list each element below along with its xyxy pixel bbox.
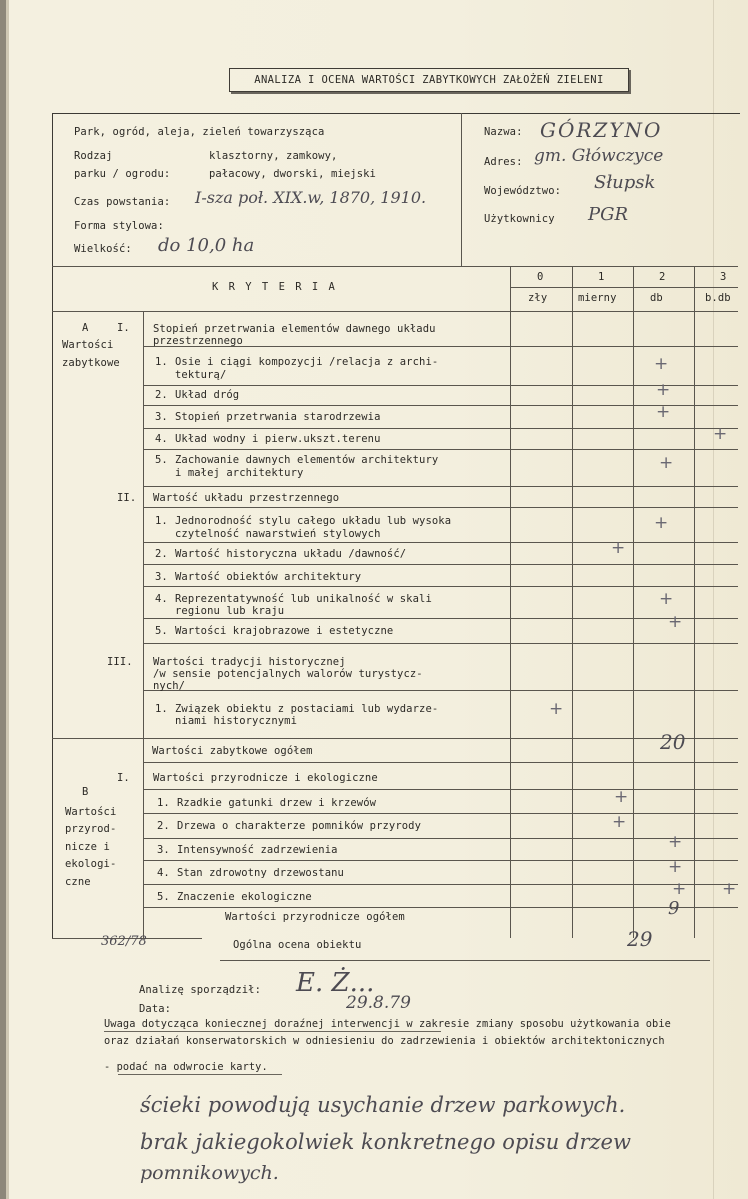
score-col-1-label: mierny (578, 292, 617, 304)
paper-edge-shadow (6, 0, 9, 1199)
rowI-4-mark: + (713, 424, 728, 444)
sectionB-label-5: czne (65, 876, 91, 888)
row-line (143, 618, 738, 619)
sectionB-roman: I. (117, 772, 130, 784)
rodzaj-values-1: klasztorny, zamkowy, (209, 150, 338, 162)
rowB-1-line1: Rzadkie gatunki drzew i krzewów (177, 797, 377, 809)
rowI-1-mark: + (654, 354, 669, 374)
rodzaj-values-2: pałacowy, dworski, miejski (209, 168, 376, 180)
rowB-5-line1: Znaczenie ekologiczne (177, 891, 312, 903)
rowI-1-num: 1. (155, 356, 168, 368)
uwaga-underline (104, 1031, 441, 1032)
row-line (143, 690, 738, 691)
type-line: Park, ogród, aleja, zieleń towarzysząca (74, 126, 325, 138)
score-header-mid (510, 287, 738, 288)
rowB-1-mark: + (614, 787, 629, 807)
groupII-heading: Wartość układu przestrzennego (153, 492, 340, 504)
czas-label: Czas powstania: (74, 196, 171, 208)
groupIII-line1: Wartości tradycji historycznej (153, 656, 346, 668)
sectionB-label-2: przyrod- (65, 823, 117, 835)
groupI-line1: Stopień przetrwania elementów dawnego układu (153, 323, 436, 335)
rowB-2-mark: + (612, 812, 627, 832)
paper-fold (713, 0, 714, 1199)
row-line (143, 762, 738, 763)
rowII-4-line1: Reprezentatywność lub unikalność w skali (175, 593, 432, 605)
groupIII-roman: III. (107, 656, 133, 668)
score-col-0-label: zły (528, 292, 548, 304)
sectionB-label-3: nicze i (65, 841, 110, 853)
rowI-1-line1: Osie i ciągi kompozycji /relacja z archi- (175, 356, 439, 368)
parku-label: parku / ogrodu: (74, 168, 171, 180)
uwaga-line-2: oraz działań konserwatorskich w odniesieniu do zadrzewienia i obiektów architektonicznych (104, 1035, 665, 1047)
uwaga-line-1: Uwaga dotycząca koniecznej doraźnej interwencji w zakresie zmiany sposobu użytkowania obie (104, 1018, 671, 1030)
rowII-1-mark: + (654, 513, 669, 533)
score-col-0-num: 0 (537, 271, 544, 283)
rowB-4-num: 4. (157, 867, 170, 879)
rowII-3-num: 3. (155, 571, 168, 583)
rowIII-1-num: 1. (155, 703, 168, 715)
zabytkowe-total-label: Wartości zabytkowe ogółem (152, 745, 313, 757)
kryteria-heading: K R Y T E R I A (212, 281, 337, 293)
rowB-5-num: 5. (157, 891, 170, 903)
row-line (143, 907, 738, 908)
row-line (143, 385, 738, 386)
nazwa-value: GÓRZYNO (540, 118, 663, 142)
groupII-roman: II. (117, 492, 137, 504)
rowB-3-num: 3. (157, 844, 170, 856)
rowB-2-line1: Drzewa o charakterze pomników przyrody (177, 820, 422, 832)
uwaga3-underline (118, 1074, 282, 1075)
score-col-2-label: db (650, 292, 663, 304)
rowI-1-line2: tekturą/ (175, 369, 227, 381)
wielkosc-label: Wielkość: (74, 243, 132, 255)
row-line (143, 813, 738, 814)
overall-label: Ogólna ocena obiektu (233, 939, 362, 951)
rowB-1-num: 1. (157, 797, 170, 809)
sectionA-label-2: zabytkowe (62, 357, 120, 369)
score-col-3-label: b.db (705, 292, 731, 304)
handwritten-note-3: pomnikowych. (140, 1162, 279, 1184)
rowII-1-line1: Jednorodność stylu całego układu lub wysoka (175, 515, 452, 527)
row-line (143, 449, 738, 450)
rowII-4-num: 4. (155, 593, 168, 605)
rowII-1-line2: czytelność nawarstwień stylowych (175, 528, 381, 540)
rowB-2-num: 2. (157, 820, 170, 832)
przyrodnicze-total-value: 9 (668, 898, 680, 919)
sectionA-code: A (82, 322, 89, 334)
rowB-4-line1: Stan zdrowotny drzewostanu (177, 867, 344, 879)
rowI-5-line1: Zachowanie dawnych elementów architektury (175, 454, 439, 466)
zabytkowe-total-value: 20 (660, 730, 686, 754)
rowII-4-line2: regionu lub kraju (175, 605, 285, 617)
rowI-3-mark: + (656, 402, 671, 422)
rowII-4-mark: + (659, 589, 674, 609)
data-label: Data: (139, 1003, 172, 1015)
overall-value: 29 (627, 927, 653, 951)
row-line (143, 428, 738, 429)
rowII-1-num: 1. (155, 515, 168, 527)
rowII-2-num: 2. (155, 548, 168, 560)
row-line (143, 838, 738, 839)
rowI-2-mark: + (656, 380, 671, 400)
groupI-line2: przestrzennego (153, 335, 243, 347)
rowIII-1-line2: niami historycznymi (175, 715, 298, 727)
rowI-2-num: 2. (155, 389, 168, 401)
row-line (143, 405, 738, 406)
rowB-5-mark2: + (722, 879, 737, 899)
handwritten-note-1: ścieki powodują usychanie drzew parkowych. (140, 1093, 626, 1117)
row-line (143, 542, 738, 543)
rowII-2-line1: Wartość historyczna układu /dawność/ (175, 548, 407, 560)
score-col-3-num: 3 (720, 271, 727, 283)
adres-label: Adres: (484, 156, 523, 168)
uwaga-line-3: - podać na odwrocie karty. (104, 1061, 268, 1073)
sectionB-label-4: ekologi- (65, 858, 117, 870)
data-value: 29.8.79 (346, 993, 411, 1013)
sectionB-code: B (82, 786, 89, 798)
przyrodnicze-total-label: Wartości przyrodnicze ogółem (225, 911, 405, 923)
rowI-2-line1: Układ dróg (175, 389, 240, 401)
groupB-heading: Wartości przyrodnicze i ekologiczne (153, 772, 378, 784)
rowI-5-num: 5. (155, 454, 168, 466)
wojewodztwo-label: Województwo: (484, 185, 562, 197)
uzytkownicy-label: Użytkownicy (484, 213, 555, 225)
rowB-3-line1: Intensywność zadrzewienia (177, 844, 338, 856)
table-left-border (52, 113, 53, 939)
rowB-4-mark: + (668, 857, 683, 877)
adres-value: gm. Główczyce (534, 146, 664, 166)
sectionA-bottom (52, 738, 144, 739)
row-line (143, 564, 738, 565)
kryteria-bottom (52, 311, 738, 312)
rowI-4-line1: Układ wodny i pierw.ukszt.terenu (175, 433, 381, 445)
score-col-1-num: 1 (598, 271, 605, 283)
row-line (143, 738, 738, 739)
rowII-5-line1: Wartości krajobrazowe i estetyczne (175, 625, 394, 637)
rowIII-1-mark: + (549, 699, 564, 719)
row-line (143, 884, 738, 885)
sectionB-label-1: Wartości (65, 806, 117, 818)
rowI-4-num: 4. (155, 433, 168, 445)
rowII-2-mark: + (611, 538, 626, 558)
signature: E. Ż... (296, 968, 375, 998)
row-line (143, 507, 738, 508)
title-box (229, 68, 629, 92)
rowIII-1-line1: Związek obiektu z postaciami lub wydarze- (175, 703, 439, 715)
row-line (143, 586, 738, 587)
uzytkownicy-value: PGR (588, 204, 629, 225)
wojewodztwo-value: Słupsk (594, 172, 656, 193)
rowII-5-mark: + (668, 612, 683, 632)
sectionA-roman: I. (117, 322, 130, 334)
rowII-5-num: 5. (155, 625, 168, 637)
row-line (143, 860, 738, 861)
forma-label: Forma stylowa: (74, 220, 164, 232)
rowI-5-line2: i małej architektury (175, 467, 304, 479)
rowI-5-mark: + (659, 453, 674, 473)
sectionA-label-1: Wartości (62, 339, 114, 351)
groupIII-line2: /w sensie potencjalnych walorów turystycz- (153, 668, 423, 680)
document-title: ANALIZA I OCENA WARTOŚCI ZABYTKOWYCH ZAŁOŻEŃ ZIELENI (254, 74, 604, 86)
reference-number: 362/78 (101, 934, 147, 949)
rowB-3-mark: + (668, 832, 683, 852)
handwritten-note-2: brak jakiegokolwiek konkretnego opisu drzew (140, 1130, 631, 1154)
table-top-border (52, 113, 740, 114)
header-bottom (52, 266, 738, 267)
row-line (143, 486, 738, 487)
czas-value: I-sza poł. XIX.w, 1870, 1910. (195, 188, 427, 207)
rodzaj-label: Rodzaj (74, 150, 113, 162)
groupIII-line3: nych/ (153, 680, 186, 692)
rowI-3-num: 3. (155, 411, 168, 423)
rowII-3-line1: Wartość obiektów architektury (175, 571, 362, 583)
table-bottom-right (220, 960, 710, 961)
header-divider (461, 113, 462, 266)
score-col-2-num: 2 (659, 271, 666, 283)
nazwa-label: Nazwa: (484, 126, 523, 138)
rowI-3-line1: Stopień przetrwania starodrzewia (175, 411, 381, 423)
wielkosc-value: do 10,0 ha (158, 235, 255, 256)
analize-label: Analizę sporządził: (139, 984, 262, 996)
row-line (143, 789, 738, 790)
rowB-5-mark: + (672, 879, 687, 899)
row-line (143, 643, 738, 644)
